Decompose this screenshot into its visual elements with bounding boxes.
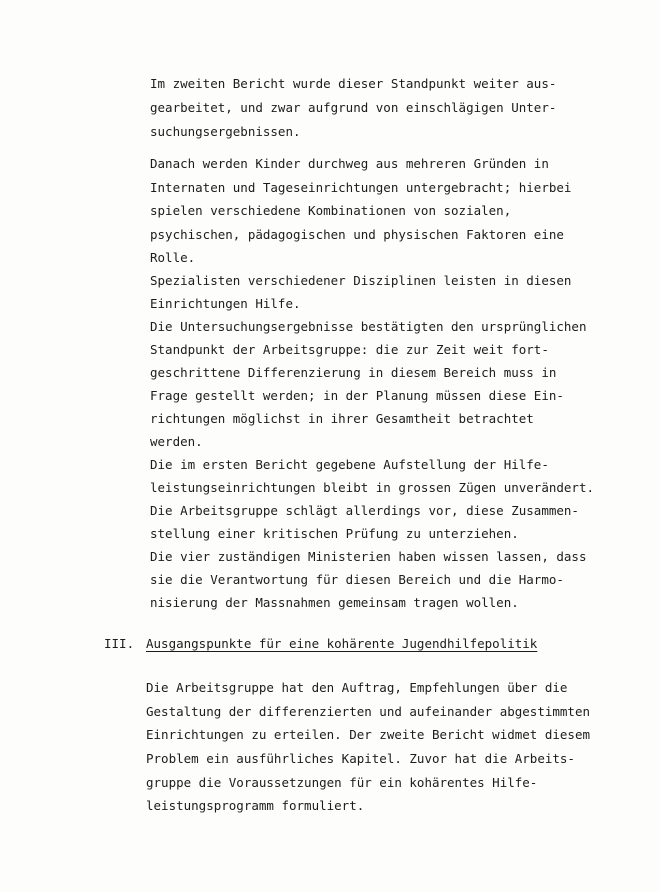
text-line: Rolle. bbox=[150, 250, 196, 265]
text-line: leistungsprogramm formuliert. bbox=[146, 798, 365, 813]
text-line: Spezialisten verschiedener Disziplinen leisten in diesen bbox=[150, 273, 572, 288]
text-line: Gestaltung der differenzierten und aufeinander abgestimmten bbox=[146, 704, 591, 719]
text-line: gearbeitet, und zwar aufgrund von einschlägigen Unter- bbox=[150, 100, 557, 115]
text-line: Die Arbeitsgruppe schlägt allerdings vor, diese Zusammen- bbox=[150, 503, 579, 518]
text-line: Danach werden Kinder durchweg aus mehreren Gründen in bbox=[150, 156, 549, 171]
text-line: nisierung der Massnahmen gemeinsam tragen wollen. bbox=[150, 595, 519, 610]
text-line: Die Untersuchungsergebnisse bestätigten den ursprünglichen bbox=[150, 319, 587, 334]
text-line: gruppe die Voraussetzungen für ein kohärentes Hilfe- bbox=[146, 775, 538, 790]
text-line: richtungen möglichst in ihrer Gesamtheit betrachtet bbox=[150, 411, 534, 426]
text-line: Die vier zuständigen Ministerien haben wissen lassen, dass bbox=[150, 549, 587, 564]
text-line: Frage gestellt werden; in der Planung müssen diese Ein- bbox=[150, 388, 564, 403]
text-line: leistungseinrichtungen bleibt in grossen Zügen unverändert. bbox=[150, 480, 595, 495]
text-line: Im zweiten Bericht wurde dieser Standpunkt weiter aus- bbox=[150, 76, 557, 91]
text-line: Die Arbeitsgruppe hat den Auftrag, Empfehlungen über die bbox=[146, 680, 568, 695]
text-line: Einrichtungen zu erteilen. Der zweite Bericht widmet diesem bbox=[146, 727, 591, 742]
section-title bbox=[146, 636, 537, 651]
text-line: geschrittene Differenzierung in diesem Bereich muss in bbox=[150, 365, 557, 380]
text-line: psychischen, pädagogischen und physischen Faktoren eine bbox=[150, 227, 564, 242]
text-line: Standpunkt der Arbeitsgruppe: die zur Zeit weit fort- bbox=[150, 342, 549, 357]
text-line: Die im ersten Bericht gegebene Aufstellung der Hilfe- bbox=[150, 457, 549, 472]
text-line: werden. bbox=[150, 434, 203, 449]
text-line: Einrichtungen Hilfe. bbox=[150, 296, 301, 311]
text-line: stellung einer kritischen Prüfung zu unterziehen. bbox=[150, 526, 519, 541]
text-line: sie die Verantwortung für diesen Bereich und die Harmo- bbox=[150, 572, 564, 587]
section-title-text: Ausgangspunkte für eine kohärente Jugendhilfepolitik bbox=[146, 636, 538, 651]
text-line: suchungsergebnissen. bbox=[150, 124, 301, 139]
section-number: III. bbox=[104, 636, 135, 651]
text-line: Internaten und Tageseinrichtungen untergebracht; hierbei bbox=[150, 180, 572, 195]
text-line: spielen verschiedene Kombinationen von sozialen, bbox=[150, 203, 512, 218]
text-line: Problem ein ausführliches Kapitel. Zuvor hat die Arbeits- bbox=[146, 751, 575, 766]
